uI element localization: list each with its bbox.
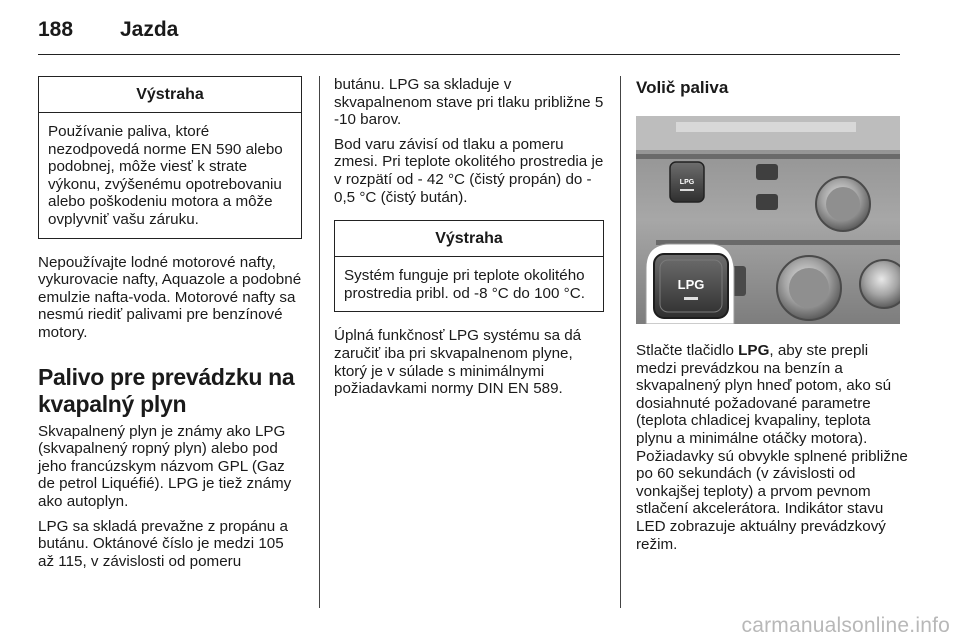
paragraph: Nepoužívajte lodné motorové nafty, vykurovacie nafty, Aquazole a podobné emulzie nafta-voda. Motorové nafty sa nesmú riediť palivami pre benzínové motory. xyxy=(38,253,302,341)
column-2 xyxy=(334,76,604,405)
column-3 xyxy=(636,76,908,560)
paragraph-prefix: Stlačte tlačidlo xyxy=(636,342,739,359)
paragraph: Bod varu závisí od tlaku a pomeru zmesi. Pri teplote okolitého prostredia je v rozpätí od - 42 °C (čistý propán) do - 0,5 °C (čistý bután). xyxy=(334,135,604,206)
column-1 xyxy=(38,76,302,577)
warning-text: Systém funguje pri teplote okolitého prostredia pribl. od -8 °C do 100 °C. xyxy=(344,267,585,302)
warning-box xyxy=(38,76,302,239)
lpg-button-reference: LPG xyxy=(738,342,770,359)
warning-title: Výstraha xyxy=(335,221,603,257)
warning-title: Výstraha xyxy=(39,77,301,113)
paragraph: Úplná funkčnosť LPG systému sa dá zaručiť iba pri skvapalnenom plyne, ktorý je v súlade s minimálnymi požiadavkami normy DIN EN 589. xyxy=(334,327,582,398)
small-lpg-label: LPG xyxy=(679,179,695,186)
section-title: Jazda xyxy=(120,18,179,41)
large-lpg-label: LPG xyxy=(677,277,705,292)
page-number: 188 xyxy=(38,18,74,41)
page-header xyxy=(38,14,900,55)
paragraph: Skvapalnený plyn je známy ako LPG (skvapalnený ropný plyn) alebo pod jeho francúzskym názvom GPL (Gaz de petrol Liquéfié). LPG je tiež známy ako autoplyn. xyxy=(38,422,292,510)
lpg-switch-photo xyxy=(636,116,900,324)
warning-text: Používanie paliva, ktoré nezodpovedá norme EN 590 alebo podobnej, môže viesť k strate výkonu, zvýšenému opotrebovaniu alebo poškodeniu motora a môže ovplyvniť vašu záruku. xyxy=(48,123,283,228)
column-divider xyxy=(319,76,320,608)
warning-box xyxy=(334,220,604,312)
column-divider xyxy=(620,76,621,608)
paragraph: LPG sa skladá prevažne z propánu a butánu. Oktánové číslo je medzi 105 až 115, v závislosti od pomeru xyxy=(38,517,288,570)
paragraph-suffix: , aby ste prepli medzi prevádzkou na benzín a skvapalnený plyn hneď potom, ako sú dosiahnuté požadované parametre (teplota chladicej kvapaliny, teplota plynu a minimálne otáčky motora). Požiadavky sú obvykle splnené približne po 60 sekundách (v závislosti od vonkajšej teploty) a prvom pevnom stlačení akcelerátora. Indikátor stavu LED zobrazuje aktuálny prevádzkový režim. xyxy=(636,342,908,553)
subsection-heading: Volič paliva xyxy=(636,78,729,97)
watermark-logo: carmanualsonline.info xyxy=(741,614,950,637)
paragraph: butánu. LPG sa skladuje v skvapalnenom stave pri tlaku približne 5 -10 barov. xyxy=(334,76,604,129)
paragraph xyxy=(636,342,908,553)
section-heading: Palivo pre prevádzku na kvapalný plyn xyxy=(38,363,295,417)
